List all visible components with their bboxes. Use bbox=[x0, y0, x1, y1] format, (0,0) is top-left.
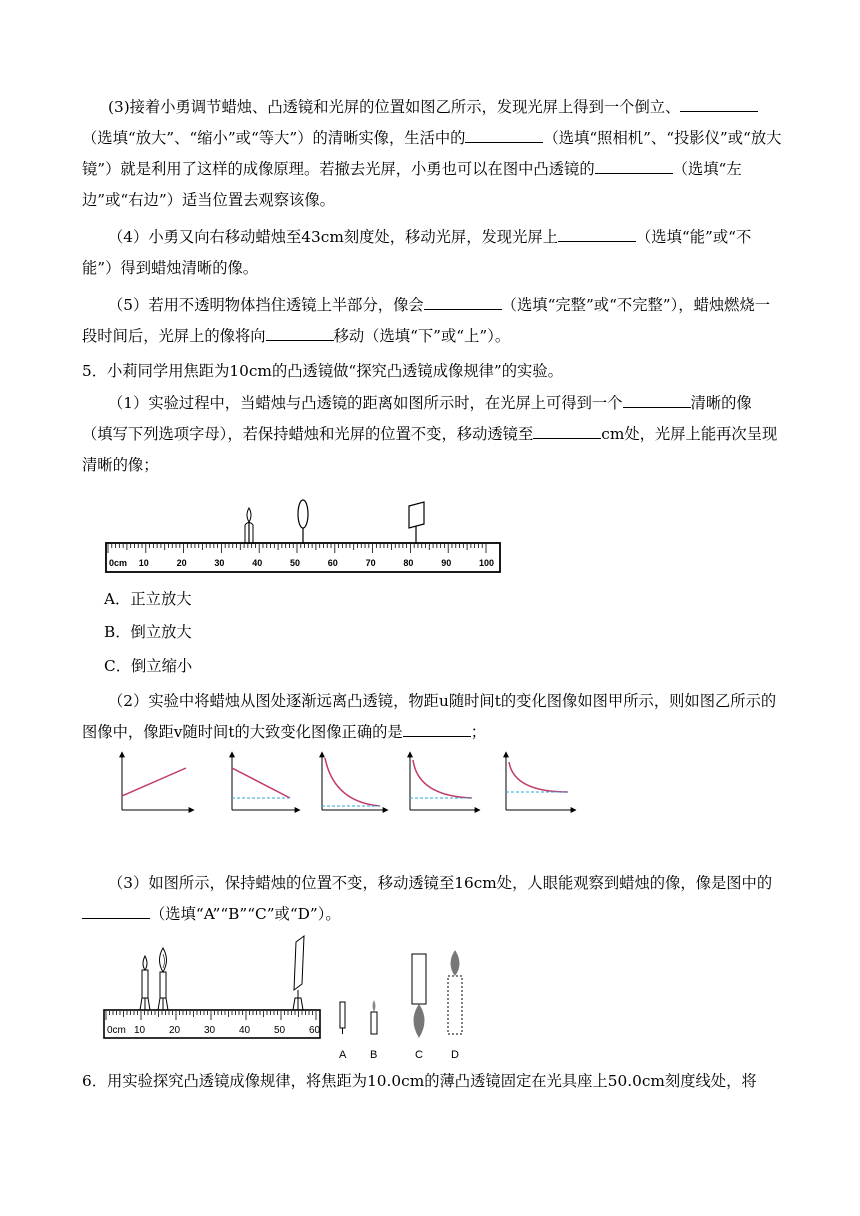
graph-b bbox=[322, 752, 388, 810]
image-option-b[interactable] bbox=[370, 1000, 377, 1061]
ruler-tick-label: 30 bbox=[204, 1025, 216, 1036]
ruler-tick-label: 50 bbox=[274, 1025, 286, 1036]
blank-q5-1a[interactable] bbox=[623, 391, 691, 408]
blank-q4-3a[interactable] bbox=[680, 95, 758, 112]
image-label-b: B bbox=[370, 1049, 378, 1061]
ruler-tick-label: 70 bbox=[365, 558, 376, 568]
ruler-tick-label: 40 bbox=[252, 558, 263, 568]
optical-bench-figure-2 bbox=[100, 934, 480, 1062]
ruler-tick-label: 30 bbox=[214, 558, 225, 568]
graph-jia bbox=[122, 752, 194, 810]
ruler-tick-label: 0cm bbox=[107, 1025, 126, 1036]
q5-stem: 5．小莉同学用焦距为10cm的凸透镜做“探究凸透镜成像规律”的实验。 bbox=[82, 362, 563, 380]
blank-q4-4[interactable] bbox=[558, 225, 636, 242]
image-label-a: A bbox=[339, 1049, 347, 1061]
candle-icon bbox=[245, 508, 253, 544]
blank-q5-2[interactable] bbox=[403, 720, 471, 737]
ruler-tick-label: 60 bbox=[327, 558, 338, 568]
ruler-tick-label: 10 bbox=[138, 558, 149, 568]
ruler-tick-label: 40 bbox=[239, 1025, 251, 1036]
u-line bbox=[122, 768, 186, 796]
image-option-a[interactable] bbox=[339, 1002, 347, 1061]
convex-lens-icon bbox=[298, 500, 308, 544]
q6-stem: 6．用实验探究凸透镜成像规律，将焦距为10.0cm的薄凸透镜固定在光具座上50.0cm刻度线处，将 bbox=[82, 1072, 757, 1090]
blank-q4-5a[interactable] bbox=[424, 293, 502, 310]
ruler-tick-label: 0cm bbox=[109, 558, 128, 568]
candle-icon-2 bbox=[158, 948, 168, 1010]
ruler-tick-label: 90 bbox=[441, 558, 452, 568]
graphs-figure bbox=[96, 748, 596, 860]
q4-part5: （5）若用不透明物体挡住透镜上半部分，像会 （选填“完整”或“不完整”），蜡烛燃烧一段时间后，光屏上的像将向 移动（选填“下”或“上”）。 bbox=[82, 290, 782, 352]
ruler-tick-label: 10 bbox=[134, 1025, 146, 1036]
graph-a bbox=[232, 752, 300, 810]
screen-icon bbox=[409, 502, 424, 544]
q5-part3: （3）如图所示，保持蜡烛的位置不变，移动透镜至16cm处，人眼能观察到蜡烛的像，像是图中的（选填“A”“B”“C”或“D”）。 bbox=[82, 868, 782, 930]
q5-part2: （2）实验中将蜡烛从图处逐渐远离凸透镜，物距u随时间t的变化图像如图甲所示，则如图乙所示的图像中，像距v随时间t的大致变化图像正确的是 ； bbox=[82, 692, 777, 741]
lens-screen-icon bbox=[293, 936, 304, 1010]
image-option-d[interactable] bbox=[448, 950, 462, 1061]
blank-q4-5b[interactable] bbox=[266, 324, 334, 341]
q4-part3: (3)接着小勇调节蜡烛、凸透镜和光屏的位置如图乙所示，发现光屏上得到一个倒立、（选填“放大”、“缩小”或“等大”）的清晰实像，生活中的 （选填“照相机”、“投影仪”或“放大镜”）就是利用了这样的成像原理。若撤去光屏，小勇也可以在图中凸透镜的 （选填“左边”或“右边”）适当位置去观察该像。 bbox=[82, 92, 782, 216]
option-c[interactable]: C．倒立缩小 bbox=[104, 657, 193, 675]
blank-q5-1b[interactable] bbox=[533, 422, 601, 439]
ruler-tick-label: 60 bbox=[309, 1025, 321, 1036]
blank-q4-3c[interactable] bbox=[595, 157, 673, 174]
candle-icon-1 bbox=[140, 956, 150, 1010]
ruler-tick-label: 50 bbox=[290, 558, 301, 568]
ruler-tick-label: 80 bbox=[403, 558, 414, 568]
image-option-c[interactable] bbox=[412, 954, 426, 1061]
ruler-tick-label: 20 bbox=[169, 1025, 181, 1036]
blank-q5-3[interactable] bbox=[82, 902, 150, 919]
ruler-tick-label: 100 bbox=[479, 558, 495, 568]
ruler-tick-label: 20 bbox=[176, 558, 187, 568]
graph-c bbox=[410, 752, 480, 810]
image-label-c: C bbox=[415, 1049, 423, 1061]
q4-part4: （4）小勇又向右移动蜡烛至43cm刻度处，移动光屏，发现光屏上 （选填“能”或“不能”）得到蜡烛清晰的像。 bbox=[82, 222, 782, 284]
option-b[interactable]: B．倒立放大 bbox=[104, 623, 192, 641]
graph-d bbox=[506, 752, 576, 810]
q5-part1: （1）实验过程中，当蜡烛与凸透镜的距离如图所示时，在光屏上可得到一个 清晰的像（填写下列选项字母），若保持蜡烛和光屏的位置不变，移动透镜至 cm处，光屏上能再次呈现清晰的像； bbox=[82, 388, 782, 481]
image-label-d: D bbox=[451, 1049, 459, 1061]
option-a[interactable]: A．正立放大 bbox=[104, 590, 192, 608]
blank-q4-3b[interactable] bbox=[465, 126, 543, 143]
optical-bench-figure-1 bbox=[104, 500, 504, 580]
